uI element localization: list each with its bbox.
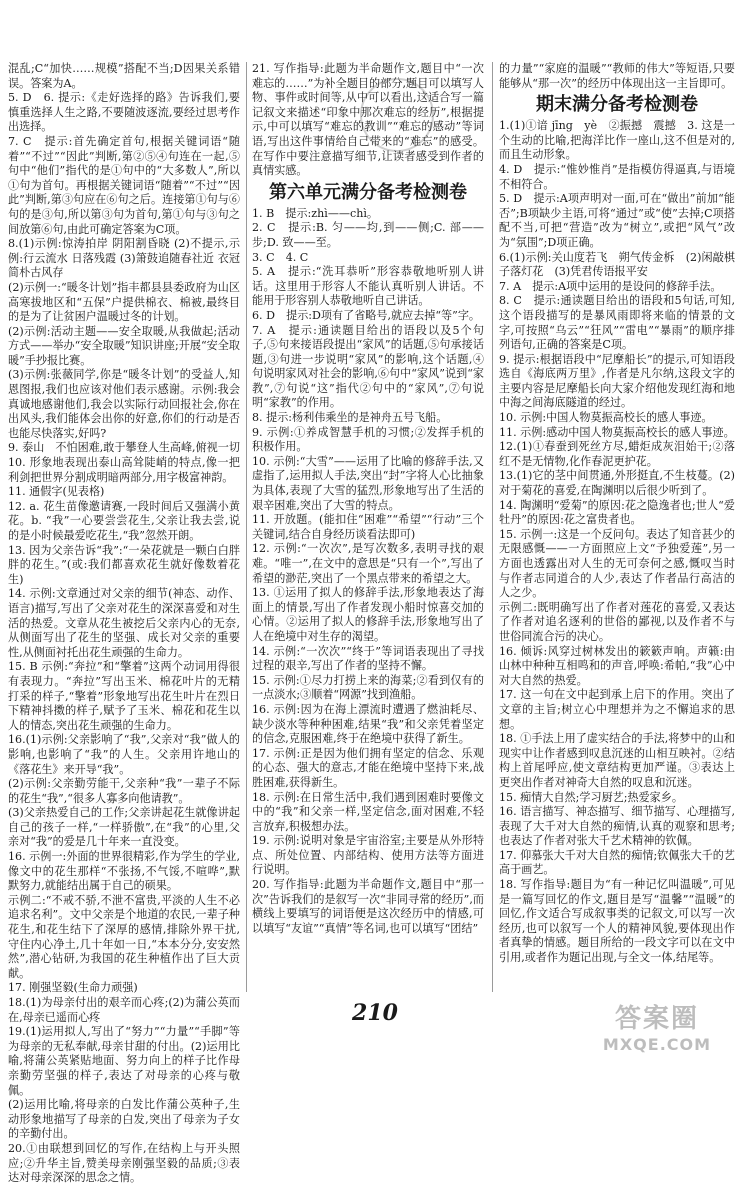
- answer-item: 16. 示例:因为在海上漂流时遭遇了燃油耗尽、缺少淡水等种种困难,结果“我”和父亲凭着坚定的信念,克服困难,终于在绝境中获得了新生。: [252, 702, 484, 746]
- answer-item: 12. 示例:“一次次”,是写次数多,表明寻找的艰难。“唯一”,在文中的意思是“只有一个”,写出了希望的渺茫,突出了一个黑点带来的希望之大。: [252, 542, 484, 585]
- answer-item: 3. C 4. C: [252, 250, 309, 264]
- answer-item: 9. 提示:根据语段中“尼摩船长”的提示,可知语段选自《海底两万里》,作者是凡尔纳,这段文字的主要内容是尼摩船长向大家介绍他发现红海和地中海之间海底隧道的经过。: [499, 352, 735, 410]
- answer-item: 示例二:“不戒不骄,不泄不富贵,平淡的人生不必追求名利”。文中父亲是个地道的农民,一辈子种花生,和花生结下了深厚的感情,排除外界干扰,守住内心净土,几十年如一日,“本本分分,安安然然”,潜心钻研,为我国的花生种植作出了巨大贡献。: [8, 893, 240, 980]
- column-divider-left: [246, 62, 247, 992]
- answer-item: 6.(1)示例:关山度若飞 朔气传金柝 (2)闲敲棋子落灯花 (3)凭君传语报平安: [499, 250, 735, 279]
- answer-item: 11. 示例:感动中国人物莫振高校长的感人事迹。: [499, 425, 735, 439]
- answer-item: 的力量”“家庭的温暖”“教师的伟大”等短语,只要能够从“那一次”的经历中体现出这一主旨即可。: [499, 62, 735, 90]
- answer-column-left: [8, 62, 240, 1185]
- answer-item: 14. 陶渊明“爱菊”的原因:花之隐逸者也;世人“爱牡丹”的原因:花之富贵者也。: [499, 498, 735, 527]
- answer-item: 1. B 提示:zhì——chì。: [252, 206, 379, 220]
- answer-item: 10. 示例:“大雪”——运用了比喻的修辞手法,又虚指了,运用拟人手法,突出“封”字将人心比抽象为具体,表现了大雪的猛烈,形象地写出了生活的艰辛困难,突出了大雪的特点。: [252, 454, 484, 512]
- answer-item: 15. 示例一:这是一个反问句。表达了知音甚少的无限感慨——一方面照应上文“予独爱莲”,另一方面也透露出对人生的无可奈何之感,慨叹当时与作者志同道合的人少,表达了作者品行高洁的人之少。: [499, 527, 735, 600]
- answer-item: 17. 这一句在文中起到承上启下的作用。突出了文章的主旨;树立心中理想并为之不懈追求的思想。: [499, 688, 735, 731]
- answer-item: 5. D 提示:A项声明对一面,可在“做出”前加“能否”;B项缺少主语,可将“通过”或“使”去掉;C项搭配不当,可把“营造”改为“树立”,或把“风气”改为“氛围”;D项正确。: [499, 192, 735, 249]
- answer-item: 16.(1)示例:父亲影响了“我”,父亲对“我”做人的影响,也影响了“我”的人生。父亲用许地山的《落花生》来开导“我”。: [8, 733, 240, 776]
- answer-item: 5. A 提示:“洗耳恭听”形容恭敬地听别人讲话。这里用于形容人不能认真听别人讲话。不能用于形容别人恭敬地听自己讲话。: [252, 265, 484, 308]
- answer-item: 16. 示例一:外面的世界很精彩,作为学生的学业,像文中的花生那样“不张扬,不气馁,不喧哗”,默默努力,就能结出属于自己的硕果。: [8, 850, 240, 893]
- answer-item: 6. D 提示:D项有了省略号,就应去掉“等”字。: [252, 308, 481, 322]
- answer-item: 11. 通假字(见表格): [8, 485, 105, 499]
- answer-item: 7. A 提示:A项中运用的是设问的修辞手法。: [499, 279, 722, 293]
- answer-item: 13.(1)它的茎中间贯通,外形挺直,不生枝蔓。(2)对于菊花的喜爱,在陶渊明以后很少听到了。: [499, 469, 735, 498]
- answer-item: 18. ①手法上用了虚实结合的手法,将梦中的山和现实中让作者感到叹息沉迷的山相互映衬。②结构上首尾呼应,使文章结构更加严谨。③表达上更突出作者对神奇大自然的叹息和沉迷。: [499, 732, 735, 789]
- answer-item: 2. C 提示:B. 匀——均,到——侧;C. 部——步;D. 致——至。: [252, 221, 484, 249]
- section-title: 第六单元满分备考检测卷: [269, 181, 467, 203]
- answer-item: (2)示例:父亲勤劳能干,父亲种“我”一辈子不际的花生“我”,“很多人寡多向他请教”。: [8, 777, 240, 805]
- answer-item: 7. A 提示:通读题目给出的语段以及5个句子,⑤句来接语段提出“家风”的话题,⑤句承接话题,③句进一步说明“家风”的影响,这个话题,④句说明家风对社会的影响,⑥句中“家风”说到“家教”,⑦句说“这”指代②句中的“家风”,⑦句说明“家教”的作用。: [252, 323, 484, 410]
- answer-item: (3)父亲热爱自己的工作;父亲讲起花生就像讲起自己的孩子一样,“一样骄傲”,在“我”的心里,父亲对“我”的爱是几十年来一直没变。: [8, 806, 240, 849]
- answer-item: 10. 形象地表现出泰山高耸陡峭的特点,像一把利剑把世界分割成明暗两部分,用字极富神韵。: [8, 456, 240, 484]
- answer-column-middle: [252, 62, 484, 998]
- answer-item: 8. 提示:杨利伟乘坐的是神舟五号飞船。: [252, 411, 448, 425]
- answer-item: 1.(1)①谙 jīng yè ②振撼 震撼 3. 这是一个生动的比喻,把海洋比作一座山,这不但是对的,而且生动形象。: [499, 119, 735, 162]
- answer-item: 混乱;C“加快……规模”搭配不当;D因果关系错误。答案为A。: [8, 62, 240, 90]
- answer-item: (2)运用比喻,将母亲的白发比作蒲公英种子,生动形象地描写了母亲的白发,突出了母亲为子女的辛勤付出。: [8, 1098, 240, 1141]
- answer-item: (3)示例:张薇同学,你是“暖冬计划”的受益人,知恩图报,我们也应该对他们表示感谢。示例:我会真诚地感谢他们,我会以实际行动回报社会,你在出风头,我们能体会出你的好意,你们的行动是否也能尽快落实,好吗?: [8, 368, 240, 440]
- answer-item: 12. a. 花生苗像邀请赛,一段时间后又强满小黄花。b. “我”一心要尝尝花生,父亲让我去尝,说的是小时候最爱吃花生,“我”忽然开朗。: [8, 499, 240, 542]
- answer-item: 13. ①运用了拟人的修辞手法,形象地表达了海面上的情景,写出了作者发现小船时惊喜交加的心情。②运用了拟人的修辞手法,形象地写出了人在绝境中对生存的渴望。: [252, 586, 484, 643]
- watermark-line2: MXQE.COM: [602, 1035, 712, 1054]
- answer-item: 18. 示例:在日常生活中,我们遇到困难时要像文中的“我”和父亲一样,坚定信念,面对困难,不轻言放弃,积极想办法。: [252, 790, 484, 833]
- answer-item: 14. 示例:文章通过对父亲的细节(神态、动作、语言)描写,写出了父亲对花生的深深喜爱和对生活的热爱。文章从花生被挖后父亲内心的无奈,从侧面写出了花生的坚强、成长对父亲的重要性,从侧面衬托出花生顽强的生命力。: [8, 587, 240, 659]
- answer-column-right: [499, 62, 735, 998]
- answer-item: 7. C 提示:首先确定首句,根据关键词语“随着”“不过”“因此”判断,第②⑤④句连在一起,⑤句中“他们”指代的是①句中的“大多数人”,所以①句为首句。再根据关键词语“随着”“不过”“因此”判断,第③句应在⑥句之后。连接第①句与⑥句的是③句,所以第③句为首句,第①句与③句之间放第⑥句,由此可确定答案为C项。: [8, 134, 240, 236]
- answer-item: 14. 示例:“一次次”“终于”等词语表现出了寻找过程的艰辛,写出了作者的坚持不懈。: [252, 644, 484, 673]
- answer-item: 21. 写作指导:此题为半命题作文,题目中“一次难忘的……”为补全题目的部分,题目可以填写人物、事件或时间等,从中可以看出,这适合写一篇记叙文来描述“印象中那次难忘的经历”,根据提示,中可以填写“难忘的教训”“难忘的感动”等词语,写出这件事情给自己带来的“难忘”的感受。在写作中要注意描写细节,让读者感受到作者的真情实感。: [252, 62, 484, 178]
- answer-item: 20. 写作指导:此题为半命题作文,题目中“那一次”告诉我们的是叙写一次“非同寻常的经历”,而横线上要填写的词语便是这次经历中的情感,可以填写“友谊”“真情”等名词,也可以填写“团结”: [252, 878, 484, 935]
- answer-item: 5. D 6. 提示:《走好选择的路》告诉我们,要慎重选择人生之路,不要随波逐流,要经过思考作出选择。: [8, 91, 240, 134]
- answer-item: 17. 示例:正是因为他们拥有坚定的信念、乐观的心态、强大的意志,才能在绝境中坚持下来,战胜困难,获得新生。: [252, 746, 484, 789]
- answer-item: 10. 示例:中国人物莫振高校长的感人事迹。: [499, 411, 713, 425]
- answer-item: 15. B 示例:“奔拉”和“擎着”这两个动词用得很有表现力。“奔拉”写出玉米、棉花叶片的无精打采的样子,“擎着”形象地写出花生叶片在烈日下精神抖擞的样子,赋予了玉米、棉花和花生以人的情态,突出花生顽强的生命力。: [8, 660, 240, 732]
- column-divider-right: [492, 62, 493, 992]
- answer-item: 12.(1)①春蚕到死丝方尽,蜡炬成灰泪始干;②落红不是无情物,化作春泥更护花。: [499, 440, 735, 468]
- answer-item: 18.(1)为母亲付出的艰辛而心疼;(2)为蒲公英而在,母亲已遥而心疼: [8, 996, 240, 1024]
- answer-item: 15. 痴情大自然;学习厨艺;热爱家乡。: [499, 790, 683, 804]
- section-title: 期末满分备考检测卷: [536, 94, 698, 116]
- answer-item: 9. 示例:①养成智慧手机的习惯;②发挥手机的积极作用。: [252, 425, 484, 454]
- answer-item: (2)示例一:“暖冬计划”指丰都县县委政府为山区高寒拔地区和“五保”户提供棉衣、棉被,最终目的是为了让贫困户温暖过冬的计划。: [8, 280, 240, 324]
- site-watermark-logo: [582, 998, 732, 1054]
- answer-item: 16. 倾诉:风穿过树林发出的簌簌声响。声籁:由山林中种种互相鸣和的声音,呼唤:希帕,“我”心中对大自然的热爱。: [499, 644, 735, 687]
- answer-item: 19.(1)运用拟人,写出了“努力”“力量”“手脚”等为母亲的无私奉献,母亲甘甜的付出。(2)运用比喻,将蒲公英紧贴地面、努力向上的样子比作母亲勤劳坚强的样子,表达了对母亲的心疼与敬佩。: [8, 1025, 240, 1097]
- answer-item: 8. C 提示:通读题目给出的语段和5句话,可知,这个语段描写的是暴风雨即将来临的情景的文字,可按照“乌云”“狂风”“雷电”“暴雨”的顺序排列语句,正确的答案是C项。: [499, 294, 735, 352]
- answer-item: (2)示例:活动主题——安全取暖,从我做起;活动方式——举办“安全取暖”知识讲座;开展“安全取暖”手抄报比赛。: [8, 324, 240, 367]
- page-number: 210: [352, 1000, 398, 1026]
- answer-item: 19. 示例:说明对象是宇宙浴室;主要是从外形特点、所处位置、内部结构、使用方法等方面进行说明。: [252, 834, 484, 877]
- answer-item: 18. 写作指导:题目为“有一种记忆叫温暖”,可见是一篇写回忆的作文,题目是写“温馨”“温暖”的回忆,作文适合写成叙事类的记叙文,可以写一次经历,也可以叙写一个人的精神风貌,要体现出作者真挚的情感。题目所给的一段文字可以在文中引用,或者作为题记出现,与全文一体,结尾等。: [499, 878, 735, 965]
- answer-item: 16. 语言描写、神态描写、细节描写、心理描写,表现了大千对大自然的痴情,认真的观察和思考;也表达了作者对张大千艺术精神的钦佩。: [499, 805, 735, 848]
- answer-item: 11. 开放题。(能扣住“困难”“希望”“行动”三个关键词,结合自身经历谈看法即可): [252, 513, 484, 541]
- answer-item: 8.(1)示例:惊涛拍岸 阴阳割昏晓 (2)不提示,示例:行云流水 日落残霞 (3)箫鼓追随春社近 衣冠简朴古风存: [8, 237, 240, 280]
- answer-item: 17. 仰慕张大千对大自然的痴情;钦佩张大千的艺高于画艺。: [499, 848, 735, 877]
- answer-item: 17. 刚强坚毅(生命力顽强): [8, 981, 138, 995]
- answer-item: 4. D 提示:“惟妙惟肖”是指模仿得逼真,与语境不相符合。: [499, 162, 735, 191]
- answer-item: 9. 泰山 不怕困难,敢于攀登人生高峰,俯视一切: [8, 441, 240, 455]
- answer-item: 20.①由联想到回忆的写作,在结构上与开头照应;②升华主旨,赞美母亲刚强坚毅的品质;③表达对母亲深深的思念之情。: [8, 1141, 240, 1185]
- answer-item: 13. 因为父亲告诉“我”:“一朵花就是一颗白白胖胖的花生。”(或:我们都喜欢花生就好像数着花生): [8, 543, 240, 586]
- answer-item: 示例二:既明确写出了作者对莲花的喜爱,又表达了作者对追名逐利的世俗的鄙视,以及作者不与世俗同流合污的决心。: [499, 600, 735, 643]
- answer-item: 15. 示例:①尽力打捞上来的海菜;②看到仅有的一点淡水;③顺着“网源”找到渔船。: [252, 673, 484, 702]
- watermark-line1: 答案圈: [614, 1004, 699, 1034]
